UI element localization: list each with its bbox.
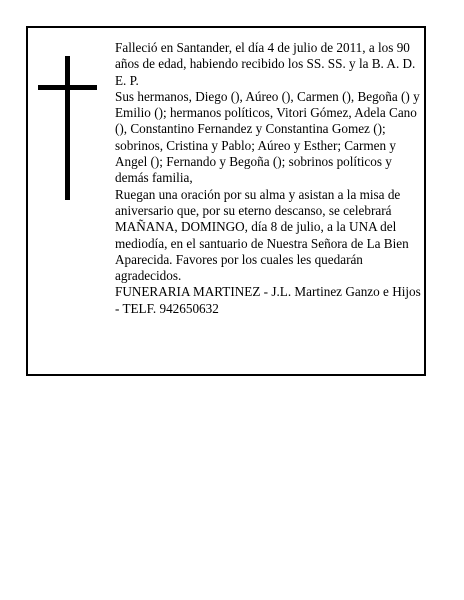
mass-invitation: Ruegan una oración por su alma y asistan a la misa de aniversario que, por su eterno descanso, se celebrará MAÑANA, DOMINGO, día 8 de julio, a la UNA del mediodía, en el santuario de Nuestra Señora de La Bien Aparecida. Favores por los cuales les quedarán agradecidos. (115, 186, 409, 284)
family-list: Sus hermanos, Diego (), Aúreo (), Carmen (), Begoña () y Emilio (); hermanos políticos, Vitori Gómez, Adela Cano (), Constantino Fernandez y Constantina Gomez (); sobrinos, Cristina y Pablo; Aúreo y Esther; Carmen y Angel (); Fernando y Begoña (); sobrinos políticos y demás familia, (115, 88, 420, 186)
notice-text (115, 40, 421, 317)
cross-vertical-bar (65, 56, 70, 200)
obituary-notice (26, 26, 426, 376)
cross-horizontal-bar (38, 85, 97, 90)
death-announcement: Falleció en Santander, el día 4 de julio de 2011, a los 90 años de edad, habiendo recibido los SS. SS. y la B. A. D. E. P. (115, 40, 416, 88)
funeral-home-contact: FUNERARIA MARTINEZ - J.L. Martinez Ganzo e Hijos - TELF. 942650632 (115, 284, 421, 316)
latin-cross-icon (38, 56, 98, 200)
